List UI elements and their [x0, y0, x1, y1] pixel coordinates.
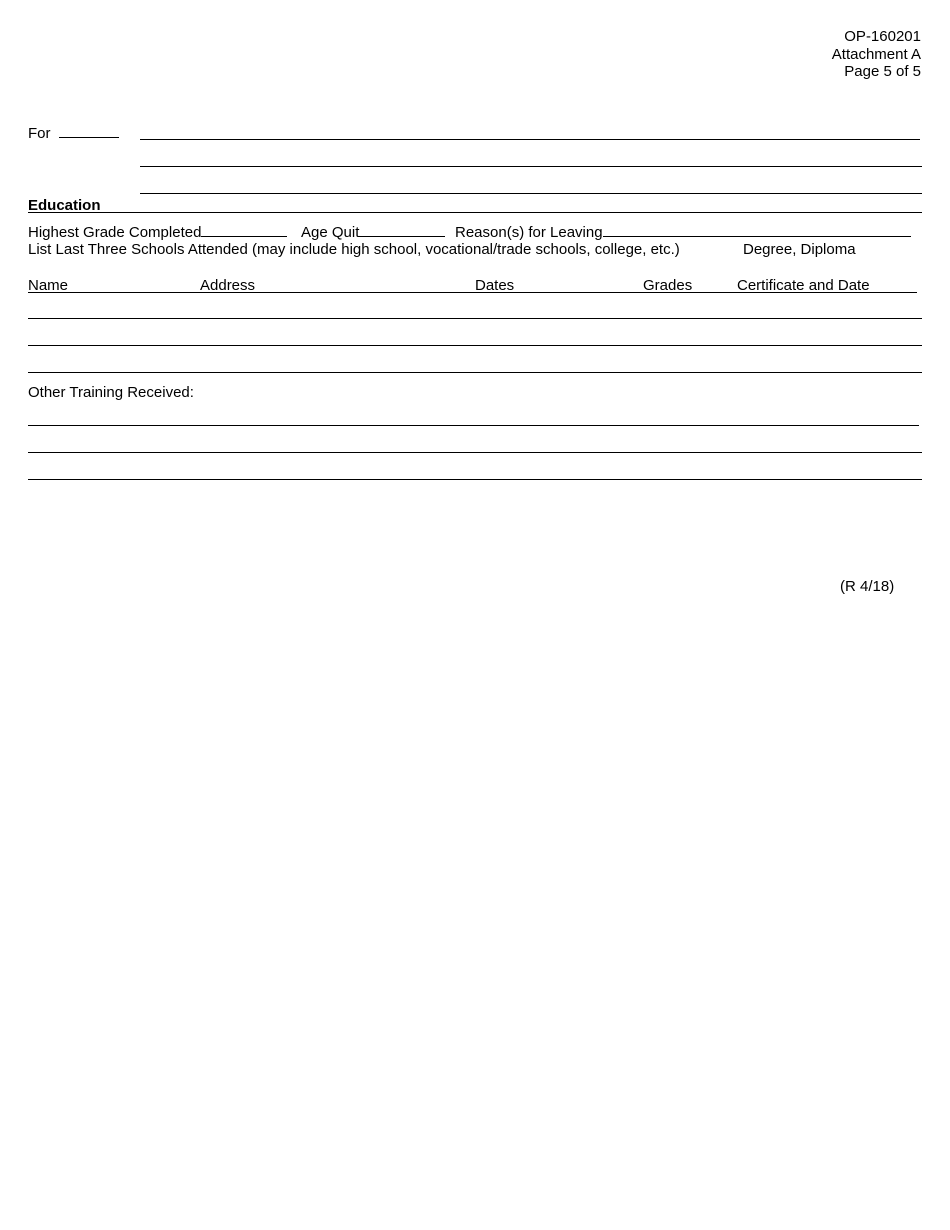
school-line-3[interactable]: [28, 372, 922, 373]
reason-row: [455, 224, 911, 241]
reason-label: Reason(s) for Leaving: [455, 224, 603, 241]
highest-grade-blank[interactable]: [201, 224, 287, 237]
revision-code: (R 4/18): [840, 578, 895, 595]
training-line-3[interactable]: [28, 479, 922, 480]
training-line-2[interactable]: [28, 452, 922, 453]
schools-instruction: List Last Three Schools Attended (may include high school, vocational/trade schools, college, etc.): [28, 241, 680, 258]
column-header-rule: [28, 292, 917, 293]
school-line-2[interactable]: [28, 345, 922, 346]
for-line-2[interactable]: [140, 166, 922, 167]
reason-blank[interactable]: [603, 224, 911, 237]
column-address: Address: [200, 277, 256, 294]
for-label: For: [28, 125, 51, 142]
training-line-1[interactable]: [28, 425, 919, 426]
age-quit-blank[interactable]: [359, 224, 445, 237]
age-quit-row: [301, 224, 445, 241]
form-number: OP-160201: [844, 28, 921, 45]
for-line-3[interactable]: [140, 193, 922, 194]
degree-header: Degree, Diploma: [743, 241, 856, 258]
highest-grade-row: [28, 224, 287, 241]
attachment-label: Attachment A: [831, 46, 921, 63]
column-grades: Grades: [643, 277, 693, 294]
for-line-1[interactable]: [140, 139, 920, 140]
column-certificate: Certificate and Date: [737, 277, 870, 294]
for-blank[interactable]: [59, 125, 119, 138]
age-quit-label: Age Quit: [301, 224, 360, 241]
for-label-row: [28, 125, 119, 142]
column-dates: Dates: [475, 277, 515, 294]
highest-grade-label: Highest Grade Completed: [28, 224, 202, 241]
education-heading-rule: [28, 212, 922, 213]
other-training-label: Other Training Received:: [28, 384, 194, 401]
page-number: Page 5 of 5: [844, 63, 921, 80]
column-name: Name: [28, 277, 69, 294]
education-heading: Education: [28, 197, 101, 214]
school-line-1[interactable]: [28, 318, 922, 319]
